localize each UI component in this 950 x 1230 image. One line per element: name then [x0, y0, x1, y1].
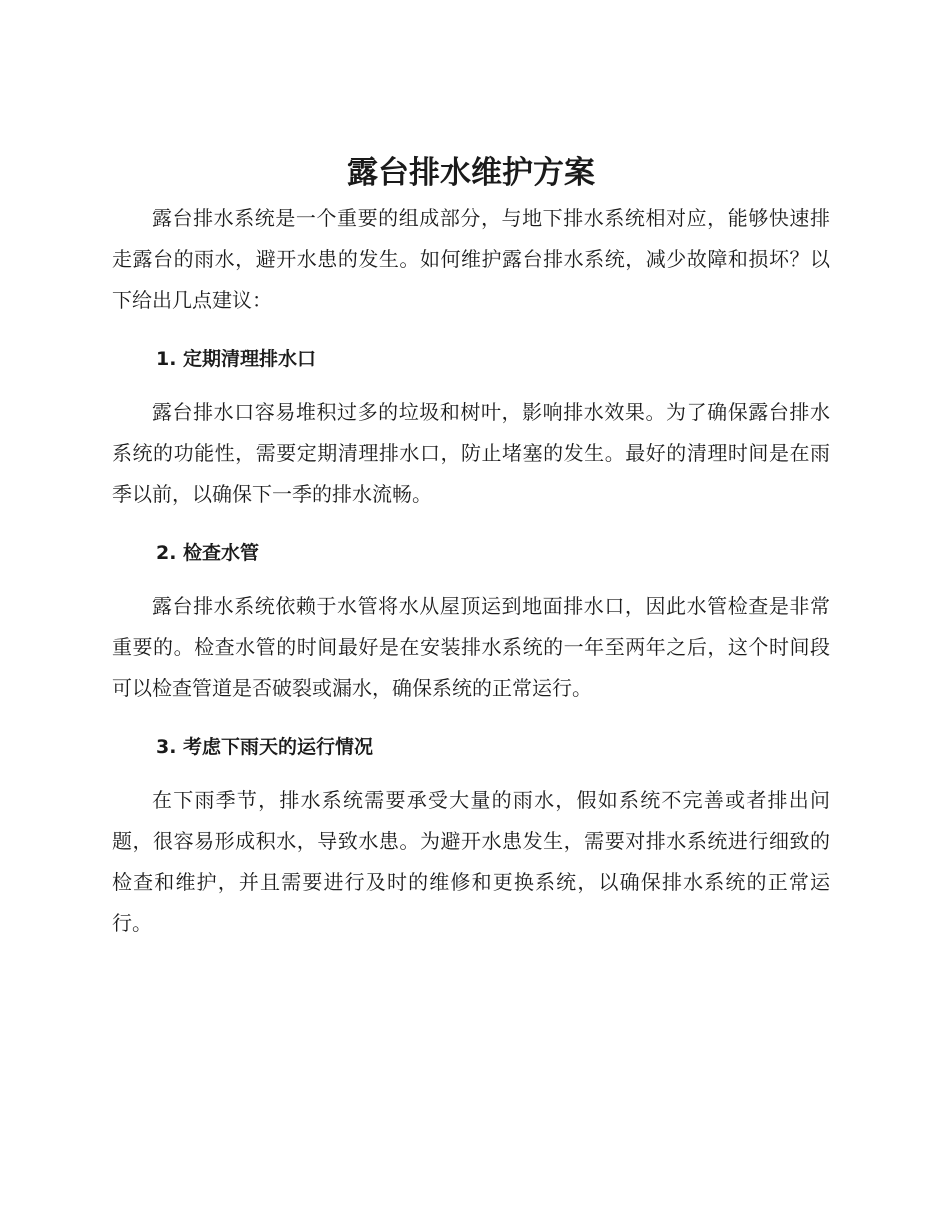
section-paragraph: 露台排水口容易堆积过多的垃圾和树叶，影响排水效果。为了确保露台排水系统的功能性，需要定期清理排水口，防止堵塞的发生。最好的清理时间是在雨季以前，以确保下一季的排水流畅。 — [112, 400, 830, 506]
document-page — [112, 148, 830, 944]
section-paragraph: 露台排水系统依赖于水管将水从屋顶运到地面排水口，因此水管检查是非常重要的。检查水管的时间最好是在安装排水系统的一年至两年之后，这个时间段可以检查管道是否破裂或漏水，确保系统的正常运行。 — [112, 594, 830, 700]
section-heading: 3. 考虑下雨天的运行情况 — [156, 736, 374, 758]
section-heading: 2. 检查水管 — [156, 542, 260, 564]
document-title: 露台排水维护方案 — [347, 155, 595, 191]
section-paragraph: 在下雨季节，排水系统需要承受大量的雨水，假如系统不完善或者排出问题，很容易形成积水，导致水患。为避开水患发生，需要对排水系统进行细致的检查和维护，并且需要进行及时的维修和更换系统，以确保排水系统的正常运行。 — [112, 788, 830, 935]
intro-paragraph: 露台排水系统是一个重要的组成部分，与地下排水系统相对应，能够快速排走露台的雨水，避开水患的发生。如何维护露台排水系统，减少故障和损坏？以下给出几点建议： — [112, 206, 830, 312]
section-heading: 1. 定期清理排水口 — [156, 348, 317, 370]
